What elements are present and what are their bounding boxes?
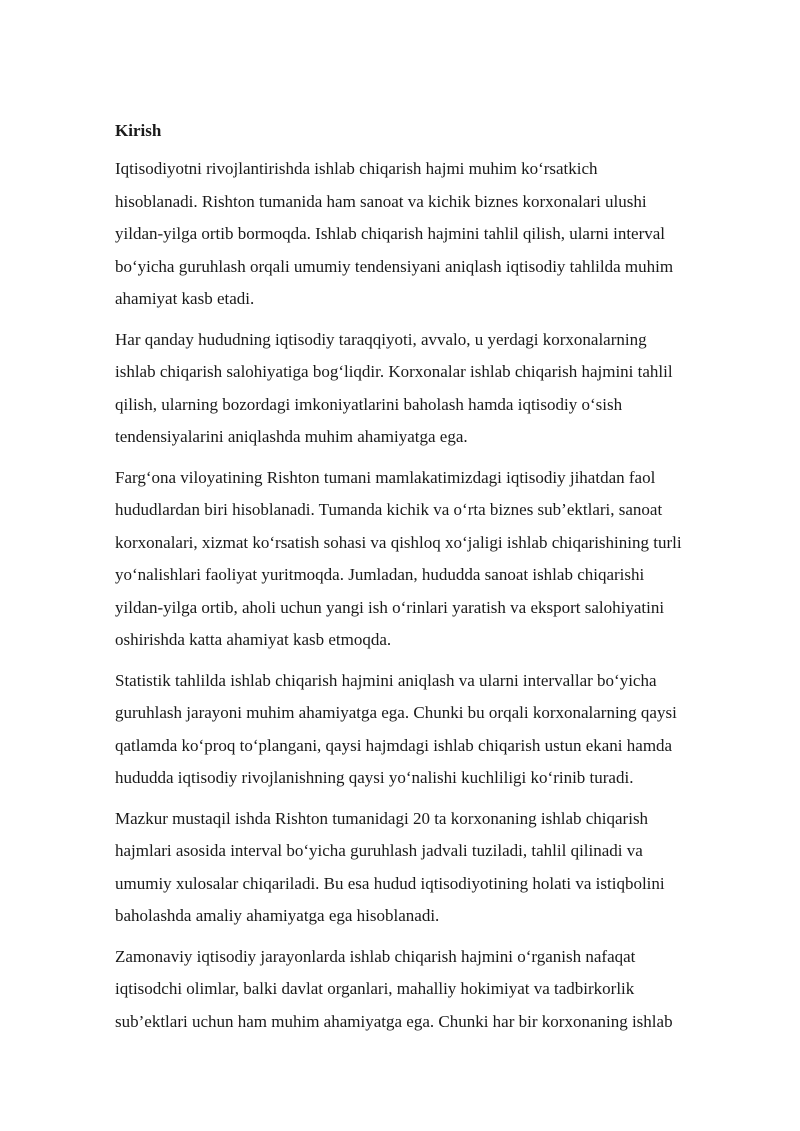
text-line: iqtisodchi olimlar, balki davlat organlari, mahalliy hokimiyat va tadbirkorlik xyxy=(115,979,635,998)
text-line: umumiy xulosalar chiqariladi. Bu esa hudud iqtisodiyotining holati va istiqbolini xyxy=(115,873,665,893)
paragraph-4 xyxy=(115,665,747,795)
document-body xyxy=(115,119,747,1046)
paragraph-5 xyxy=(115,803,747,933)
text-line: korxonalari, xizmat ko‘rsatish sohasi va qishloq xo‘jaligi ishlab chiqarishining turli xyxy=(115,532,682,552)
text-line: hududda iqtisodiy rivojlanishning qaysi yo‘nalishi kuchliligi ko‘rinib turadi. xyxy=(115,768,634,787)
text-line: Farg‘ona viloyatining Rishton tumani mamlakatimizdagi iqtisodiy jihatdan faol xyxy=(115,467,656,487)
text-line: bo‘yicha guruhlash orqali umumiy tendensiyani aniqlash iqtisodiy tahlilda muhim xyxy=(115,256,674,276)
text-line: ishlab chiqarish salohiyatiga bog‘liqdir. Korxonalar ishlab chiqarish hajmini tahlil xyxy=(115,362,673,381)
text-line: guruhlash jarayoni muhim ahamiyatga ega. Chunki bu orqali korxonalarning qaysi xyxy=(115,703,677,722)
text-line: ahamiyat kasb etadi. xyxy=(115,289,255,308)
section-heading: Kirish xyxy=(115,121,162,140)
text-line: sub’ektlari uchun ham muhim ahamiyatga ega. Chunki har bir korxonaning ishlab xyxy=(115,1011,673,1031)
text-line: oshirishda katta ahamiyat kasb etmoqda. xyxy=(115,630,392,649)
text-line: Zamonaviy iqtisodiy jarayonlarda ishlab chiqarish hajmini o‘rganish nafaqat xyxy=(115,946,636,966)
text-line: hajmlari asosida interval bo‘yicha guruhlash jadvali tuziladi, tahlil qilinadi va xyxy=(115,841,643,860)
text-line: qilish, ularning bozordagi imkoniyatlarini baholash hamda iqtisodiy o‘sish xyxy=(115,394,623,414)
text-line: hududlardan biri hisoblanadi. Tumanda kichik va o‘rta biznes sub’ektlari, sanoat xyxy=(115,500,663,519)
text-line: yildan-yilga ortib bormoqda. Ishlab chiqarish hajmini tahlil qilish, ularni interval xyxy=(115,224,666,243)
text-line: qatlamda ko‘proq to‘plangani, qaysi hajmdagi ishlab chiqarish ustun ekani hamda xyxy=(115,735,673,755)
text-line: Mazkur mustaqil ishda Rishton tumanidagi 20 ta korxonaning ishlab chiqarish xyxy=(115,808,649,828)
paragraph-2 xyxy=(115,324,747,454)
paragraph-3 xyxy=(115,462,747,657)
text-line: Statistik tahlilda ishlab chiqarish hajmini aniqlash va ularni intervallar bo‘yicha xyxy=(115,670,657,690)
text-line: baholashda amaliy ahamiyatga ega hisoblanadi. xyxy=(115,906,440,925)
paragraph-6 xyxy=(115,941,747,1039)
paragraph-1 xyxy=(115,153,747,316)
text-line: yo‘nalishlari faoliyat yuritmoqda. Jumladan, hududda sanoat ishlab chiqarishi xyxy=(115,565,645,584)
text-line: yildan-yilga ortib, aholi uchun yangi ish o‘rinlari yaratish va eksport salohiyatini xyxy=(115,597,665,617)
text-line: Har qanday hududning iqtisodiy taraqqiyoti, avvalo, u yerdagi korxonalarning xyxy=(115,329,647,349)
text-line: Iqtisodiyotni rivojlantirishda ishlab chiqarish hajmi muhim ko‘rsatkich xyxy=(115,159,598,178)
text-line: hisoblanadi. Rishton tumanida ham sanoat va kichik biznes korxonalari ulushi xyxy=(115,191,647,211)
text-line: tendensiyalarini aniqlashda muhim ahamiyatga ega. xyxy=(115,427,468,446)
